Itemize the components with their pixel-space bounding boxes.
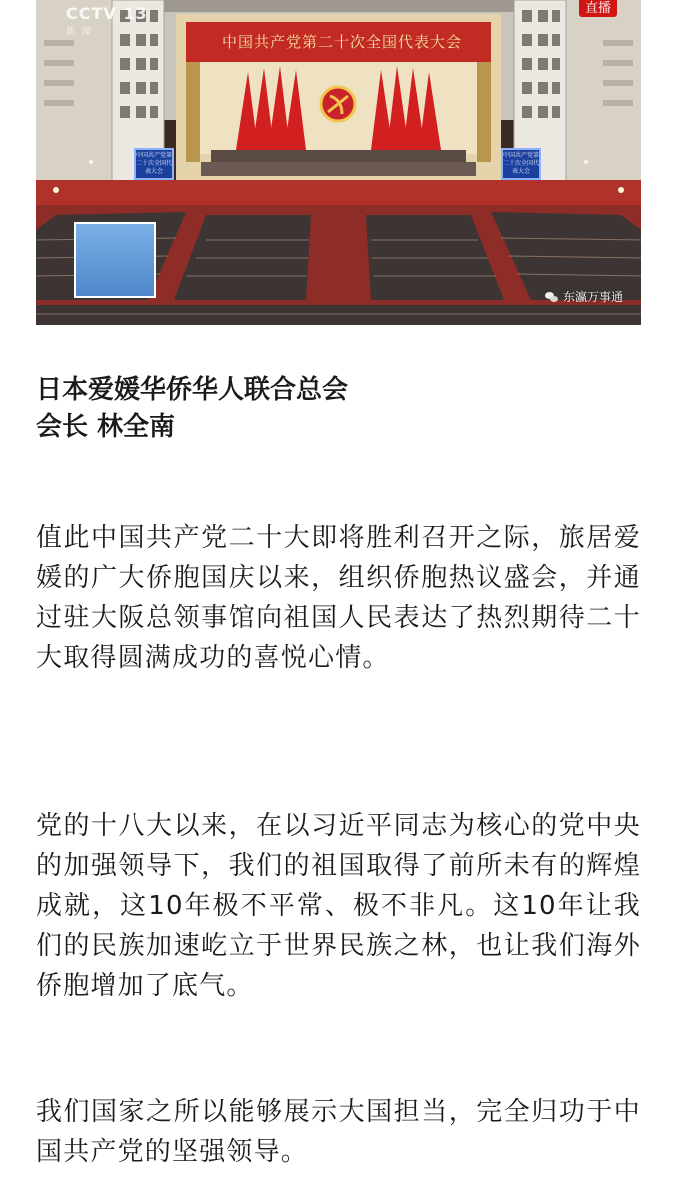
paragraph-1: 值此中国共产党二十大即将胜利召开之际，旅居爱媛的广大侨胞国庆以来，组织侨胞热议盛会，并通过驻大阪总领事馆向祖国人民表达了热烈期待二十大取得圆满成功的喜悦心情。 xyxy=(36,523,641,673)
side-screen-right: 中国共产党第二十次全国代表大会 xyxy=(501,148,541,180)
source-watermark xyxy=(545,288,623,305)
side-screen-left: 中国共产党第二十次全国代表大会 xyxy=(134,148,174,180)
paragraph-2: 党的十八大以来，在以习近平同志为核心的党中央的加强领导下，我们的祖国取得了前所未有的辉煌成就，这10年极不平常、极不非凡。这10年让我们的民族加速屹立于世界民族之林，也让我们海外侨胞增加了底气。 xyxy=(36,811,641,1001)
channel-label: 新 闻 xyxy=(66,27,93,37)
cctv-logo: CCTV 13 xyxy=(66,4,148,23)
author-byline xyxy=(36,372,636,446)
wechat-icon xyxy=(545,291,559,303)
author-title-name: 会长 林全南 xyxy=(36,412,176,442)
watermark-text: 东瀛万事通 xyxy=(562,290,623,304)
paragraph-3: 我们国家之所以能够展示大国担当，完全归功于中国共产党的坚强领导。 xyxy=(36,1097,641,1167)
live-badge: 直播 xyxy=(579,0,617,17)
party-emblem-icon xyxy=(321,87,355,121)
hero-image[interactable] xyxy=(36,0,641,325)
anchor-inset xyxy=(74,222,156,298)
congress-banner: 中国共产党第二十次全国代表大会 xyxy=(221,33,462,51)
organization-name: 日本爱媛华侨华人联合总会 xyxy=(36,375,349,405)
